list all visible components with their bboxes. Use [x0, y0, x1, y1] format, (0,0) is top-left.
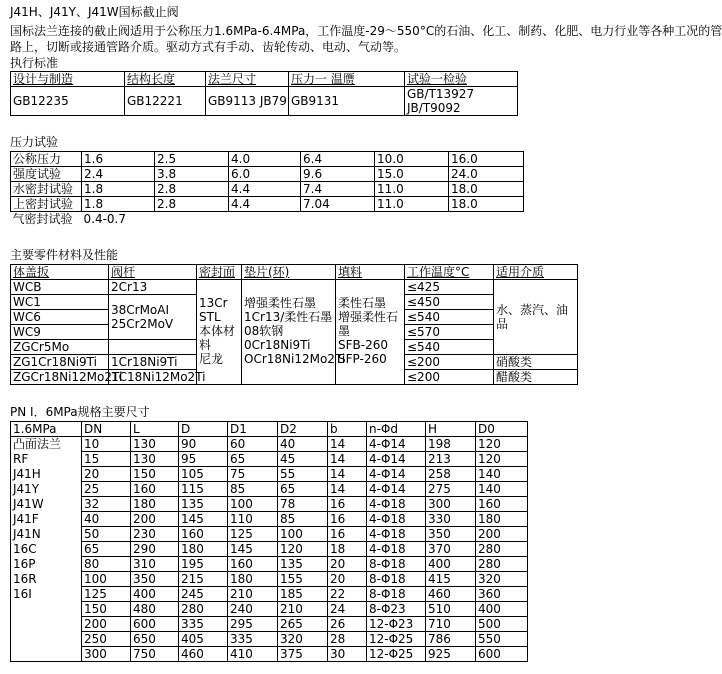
dim-cell: 510 [426, 602, 476, 617]
mat-medium-cell: 硝酸类 [494, 355, 578, 370]
dim-cell: 480 [131, 602, 179, 617]
dim-cell: 210 [278, 602, 328, 617]
std-test-1: GB/T13927 [407, 87, 475, 101]
mat-temp-cell: ≤200 [405, 355, 494, 370]
model-label: 16C [13, 542, 37, 556]
pt-gas-value: 0.4-0.7 [83, 212, 126, 226]
dim-cell: 160 [476, 497, 528, 512]
pt-cell: 4.0 [229, 152, 301, 167]
dim-cell: 230 [131, 527, 179, 542]
dim-cell: 120 [476, 437, 528, 452]
std-value-length: GB12221 [125, 87, 206, 116]
dim-cell: 16 [328, 512, 367, 527]
pt-cell: 7.4 [301, 182, 375, 197]
dim-cell: 135 [278, 557, 328, 572]
table-row [11, 557, 528, 572]
dim-cell: 4-Φ14 [367, 452, 426, 467]
mat-temp-cell: ≤570 [405, 325, 494, 340]
dim-cell: 4-Φ18 [367, 542, 426, 557]
pt-cell: 18.0 [449, 197, 524, 212]
pt-cell: 2.4 [82, 167, 155, 182]
dim-cell: 55 [278, 467, 328, 482]
dim-cell: 60 [228, 437, 278, 452]
dim-cell: 320 [476, 572, 528, 587]
mat-stem-cell [109, 295, 197, 340]
seal-line: STL [199, 310, 221, 324]
mat-header-medium: 适用介质 [494, 265, 578, 280]
dim-cell: 8-Φ18 [367, 572, 426, 587]
dim-cell: 120 [476, 452, 528, 467]
mat-temp-cell: ≤540 [405, 340, 494, 355]
dim-cell: 140 [476, 482, 528, 497]
pt-label: 公称压力 [11, 152, 82, 167]
dim-cell: 40 [82, 512, 131, 527]
packing-line: SFB-260 [338, 338, 388, 352]
dim-cell: 330 [426, 512, 476, 527]
dim-cell: 460 [179, 647, 228, 662]
pt-cell: 2.8 [155, 197, 229, 212]
table-row [11, 437, 528, 452]
dim-cell: 65 [228, 452, 278, 467]
pressure-table [10, 151, 524, 227]
std-test-2: JB/T9092 [407, 101, 461, 115]
packing-line: SFP-260 [338, 352, 387, 366]
dim-cell: 140 [476, 467, 528, 482]
dim-cell: 335 [179, 617, 228, 632]
dim-cell: 310 [131, 557, 179, 572]
gasket-line: 08软钢 [244, 324, 284, 338]
dim-cell: 150 [82, 602, 131, 617]
dim-cell: 280 [179, 602, 228, 617]
dim-header-cell: n-Φd [367, 422, 426, 437]
mat-temp-cell: ≤450 [405, 295, 494, 310]
dim-cell: 370 [426, 542, 476, 557]
std-header-design: 设计与制造 [11, 72, 125, 87]
dim-cell: 14 [328, 482, 367, 497]
dim-cell: 8-Φ18 [367, 587, 426, 602]
dim-cell: 280 [476, 542, 528, 557]
dim-cell: 14 [328, 437, 367, 452]
dim-cell: 125 [228, 527, 278, 542]
dim-header-cell: DN [82, 422, 131, 437]
dim-cell: 105 [179, 467, 228, 482]
model-label: J41H [13, 467, 41, 481]
dim-cell: 320 [278, 632, 328, 647]
dim-cell: 130 [131, 437, 179, 452]
dim-cell: 405 [179, 632, 228, 647]
pt-cell: 7.04 [301, 197, 375, 212]
dim-cell: 195 [179, 557, 228, 572]
mat-temp-cell: ≤200 [405, 370, 494, 385]
dim-cell: 215 [179, 572, 228, 587]
pt-cell: 2.8 [155, 182, 229, 197]
dim-cell: 12-Φ25 [367, 647, 426, 662]
dim-cell: 125 [82, 587, 131, 602]
packing-line: 柔性石墨 [338, 296, 387, 310]
dim-cell: 85 [278, 512, 328, 527]
dim-cell: 16 [328, 527, 367, 542]
dim-cell: 710 [426, 617, 476, 632]
table-row [11, 572, 528, 587]
model-label: 16P [13, 557, 36, 571]
packing-line: 墨 [338, 324, 351, 338]
mat-body-cell: WC9 [11, 325, 109, 340]
pt-cell: 11.0 [375, 197, 449, 212]
dim-cell: 8-Φ18 [367, 557, 426, 572]
mat-stem-cell: 1C18Ni12Mo2Ti [109, 370, 197, 385]
seal-line: 料 [199, 338, 212, 352]
mat-body-cell: WC1 [11, 295, 109, 310]
pt-cell: 2.5 [155, 152, 229, 167]
mat-header-body: 体盖扳 [11, 265, 109, 280]
dim-cell: 180 [131, 497, 179, 512]
table-row [11, 452, 528, 467]
dim-cell: 258 [426, 467, 476, 482]
mat-medium-cell: 醋酸类 [494, 370, 578, 385]
pt-cell: 18.0 [449, 182, 524, 197]
packing-line: 增强柔性石 [338, 310, 399, 324]
dim-cell: 14 [328, 452, 367, 467]
dim-cell: 120 [278, 542, 328, 557]
pt-cell: 1.6 [82, 152, 155, 167]
pt-cell: 15.0 [375, 167, 449, 182]
stem-line: 38CrMoAI [111, 303, 170, 317]
dim-cell: 18 [328, 542, 367, 557]
dim-cell: 14 [328, 467, 367, 482]
dim-cell: 15 [82, 452, 131, 467]
pt-cell: 1.8 [82, 182, 155, 197]
dim-cell: 650 [131, 632, 179, 647]
table-row [11, 542, 528, 557]
pt-label: 强度试验 [11, 167, 82, 182]
dim-cell: 600 [476, 647, 528, 662]
dim-cell: 12-Φ23 [367, 617, 426, 632]
std-header-length: 结构长度 [125, 72, 206, 87]
table-row [11, 497, 528, 512]
dim-cell: 100 [228, 497, 278, 512]
dim-cell: 400 [131, 587, 179, 602]
std-header-flange: 法兰尺寸 [206, 72, 289, 87]
dim-header-cell: D0 [476, 422, 528, 437]
dim-cell: 155 [278, 572, 328, 587]
gasket-line: 0Cr18Ni9Ti [244, 338, 311, 352]
dim-cell: 65 [278, 482, 328, 497]
table-row [11, 482, 528, 497]
mat-stem-cell [109, 340, 197, 355]
mat-gasket-cell [242, 280, 346, 385]
dim-cell: 115 [179, 482, 228, 497]
seal-line: 13Cr [199, 296, 228, 310]
dim-cell: 90 [179, 437, 228, 452]
dim-cell: 265 [278, 617, 328, 632]
dim-cell: 350 [426, 527, 476, 542]
model-label: J41W [13, 497, 44, 511]
mat-seal-cell [197, 280, 242, 370]
model-label: 凸面法兰 [13, 437, 62, 451]
mat-temp-cell: ≤540 [405, 310, 494, 325]
dim-cell: 4-Φ14 [367, 482, 426, 497]
model-label: 16R [13, 572, 37, 586]
dim-cell: 335 [228, 632, 278, 647]
mat-header-gasket: 垫片(环) [242, 265, 336, 280]
dim-cell: 20 [328, 557, 367, 572]
dim-cell: 180 [179, 542, 228, 557]
dim-cell: 185 [278, 587, 328, 602]
mat-body-cell: ZGCr18Ni12Mo2Ti [11, 370, 109, 385]
dim-model-labels [11, 437, 82, 662]
dim-cell: 10 [82, 437, 131, 452]
dim-cell: 400 [476, 602, 528, 617]
standards-table [10, 71, 518, 116]
pt-cell: 6.0 [229, 167, 301, 182]
dim-cell: 145 [228, 542, 278, 557]
dim-cell: 160 [179, 527, 228, 542]
dim-cell: 26 [328, 617, 367, 632]
dim-cell: 410 [228, 647, 278, 662]
dim-cell: 130 [131, 452, 179, 467]
pt-cell: 3.8 [155, 167, 229, 182]
dim-cell: 213 [426, 452, 476, 467]
dim-cell: 245 [179, 587, 228, 602]
dim-cell: 375 [278, 647, 328, 662]
dim-cell: 145 [179, 512, 228, 527]
dim-cell: 20 [82, 467, 131, 482]
pressure-heading: 压力试验 [10, 135, 59, 149]
dim-cell: 4-Φ14 [367, 437, 426, 452]
pt-cell: 11.0 [375, 182, 449, 197]
dim-cell: 8-Φ23 [367, 602, 426, 617]
mat-temp-cell: ≤425 [405, 280, 494, 295]
dim-header-cell: D1 [228, 422, 278, 437]
dim-header-cell: D [179, 422, 228, 437]
dim-cell: 22 [328, 587, 367, 602]
dim-cell: 198 [426, 437, 476, 452]
dim-cell: 78 [278, 497, 328, 512]
pt-cell: 1.8 [82, 197, 155, 212]
pt-cell: 10.0 [375, 152, 449, 167]
mat-stem-cell: 1Cr18Ni9Ti [109, 355, 197, 370]
dim-cell: 200 [476, 527, 528, 542]
std-header-pressure-temp: 压力一 温赝 [289, 72, 405, 87]
gasket-line: 1Cr13/柔性石墨 [244, 310, 333, 324]
dim-cell: 45 [278, 452, 328, 467]
model-label: J41F [13, 512, 39, 526]
pt-cell: 24.0 [449, 167, 524, 182]
dim-cell: 240 [228, 602, 278, 617]
dim-cell: 786 [426, 632, 476, 647]
gasket-line: OCr18Ni12Mo2Ti [244, 352, 346, 366]
dim-cell: 200 [82, 617, 131, 632]
dim-cell: 100 [82, 572, 131, 587]
dim-header-cell: D2 [278, 422, 328, 437]
std-value-flange: GB9113 JB79 [206, 87, 289, 116]
mat-packing-cell [336, 280, 405, 385]
dim-cell: 50 [82, 527, 131, 542]
dim-header-cell: H [426, 422, 476, 437]
dim-cell: 160 [131, 482, 179, 497]
dim-cell: 4-Φ14 [367, 467, 426, 482]
mat-header-seal: 密封面 [197, 265, 242, 280]
dim-cell: 180 [476, 512, 528, 527]
mat-stem-cell: 2Cr13 [109, 280, 197, 295]
dim-cell: 360 [476, 587, 528, 602]
table-row [11, 512, 528, 527]
dim-cell: 550 [476, 632, 528, 647]
dim-cell: 300 [82, 647, 131, 662]
dim-cell: 100 [278, 527, 328, 542]
model-label: 16I [13, 587, 32, 601]
dim-cell: 4-Φ18 [367, 527, 426, 542]
dimensions-heading: PN Ⅰ．6MPa规格主要尺寸 [10, 405, 150, 419]
dim-cell: 12-Φ25 [367, 632, 426, 647]
mat-body-cell: WC6 [11, 310, 109, 325]
intro-line-2: 路上，切断或接通管路介质。驱动方式有手动、齿轮传动、电动、气动等。 [10, 40, 407, 54]
mat-body-cell: WCB [11, 280, 109, 295]
pt-cell: 4.4 [229, 197, 301, 212]
materials-table [10, 264, 578, 385]
model-label: J41Y [13, 482, 40, 496]
intro-line-1: 国标法兰连接的截止阀适用于公称压力1.6MPa-6.4MPa，工作温度-29～550°C的石油、化工、制药、化肥、电力行业等各种工况的管 [10, 24, 722, 38]
dim-cell: 210 [228, 587, 278, 602]
dim-cell: 750 [131, 647, 179, 662]
dim-cell: 460 [426, 587, 476, 602]
dimensions-table [10, 421, 528, 662]
dim-cell: 180 [228, 572, 278, 587]
dim-cell: 4-Φ18 [367, 512, 426, 527]
dim-cell: 25 [82, 482, 131, 497]
dim-cell: 16 [328, 497, 367, 512]
mat-header-stem: 阀杆 [109, 265, 197, 280]
dim-cell: 28 [328, 632, 367, 647]
materials-heading: 主要零件材料及性能 [10, 248, 119, 262]
dim-cell: 275 [426, 482, 476, 497]
dim-cell: 160 [228, 557, 278, 572]
dim-header-cell: 1.6MPa [11, 422, 82, 437]
dim-cell: 135 [179, 497, 228, 512]
dim-cell: 40 [278, 437, 328, 452]
dim-cell: 110 [228, 512, 278, 527]
pt-cell: 4.4 [229, 182, 301, 197]
dim-cell: 925 [426, 647, 476, 662]
pt-label: 上密封试验 [11, 197, 82, 212]
dim-header-cell: b [328, 422, 367, 437]
dim-cell: 20 [328, 572, 367, 587]
dim-cell: 65 [82, 542, 131, 557]
dim-cell: 415 [426, 572, 476, 587]
dim-cell: 295 [228, 617, 278, 632]
mat-body-cell: ZG1Cr18Ni9Ti [11, 355, 109, 370]
pt-label: 水密封试验 [11, 182, 82, 197]
page-title: J41H、J41Y、J41W国标截止阀 [10, 5, 179, 19]
pt-gas-label: 气密封试验 [12, 212, 73, 226]
mat-header-packing: 填料 [336, 265, 405, 280]
seal-line: 尼龙 [199, 352, 224, 366]
dim-cell: 280 [476, 557, 528, 572]
model-label: RF [13, 452, 29, 466]
mat-medium-cell: 水、蒸汽、油品 [494, 280, 578, 355]
table-row [11, 587, 528, 602]
dim-cell: 400 [426, 557, 476, 572]
dim-cell: 24 [328, 602, 367, 617]
dim-cell: 95 [179, 452, 228, 467]
mat-body-cell: ZGCr5Mo [11, 340, 109, 355]
pt-cell: 16.0 [449, 152, 524, 167]
dim-cell: 150 [131, 467, 179, 482]
pt-cell: 6.4 [301, 152, 375, 167]
pt-cell: 9.6 [301, 167, 375, 182]
table-row [11, 467, 528, 482]
table-row [11, 617, 528, 632]
dim-cell: 4-Φ18 [367, 497, 426, 512]
seal-line: 本体材 [199, 324, 236, 338]
dim-cell: 32 [82, 497, 131, 512]
dim-cell: 500 [476, 617, 528, 632]
mat-header-temp: 工作温度°C [405, 265, 494, 280]
std-value-design: GB12235 [11, 87, 125, 116]
table-row [11, 602, 528, 617]
model-label: J41N [13, 527, 41, 541]
std-value-pressure-temp: GB9131 [289, 87, 405, 116]
table-row [11, 647, 528, 662]
dim-cell: 75 [228, 467, 278, 482]
table-row [11, 527, 528, 542]
dim-cell: 85 [228, 482, 278, 497]
std-value-test [405, 87, 518, 116]
dim-header-cell: L [131, 422, 179, 437]
dim-cell: 250 [82, 632, 131, 647]
dim-cell: 350 [131, 572, 179, 587]
dim-cell: 300 [426, 497, 476, 512]
dim-cell: 600 [131, 617, 179, 632]
table-row [11, 632, 528, 647]
dim-cell: 200 [131, 512, 179, 527]
stem-line: 25Cr2MoV [111, 317, 174, 331]
dim-cell: 290 [131, 542, 179, 557]
std-header-test: 试验一检验 [405, 72, 518, 87]
gasket-line: 增强柔性石墨 [244, 296, 317, 310]
dim-cell: 80 [82, 557, 131, 572]
dim-cell: 30 [328, 647, 367, 662]
standards-heading: 执行标准 [10, 56, 59, 70]
